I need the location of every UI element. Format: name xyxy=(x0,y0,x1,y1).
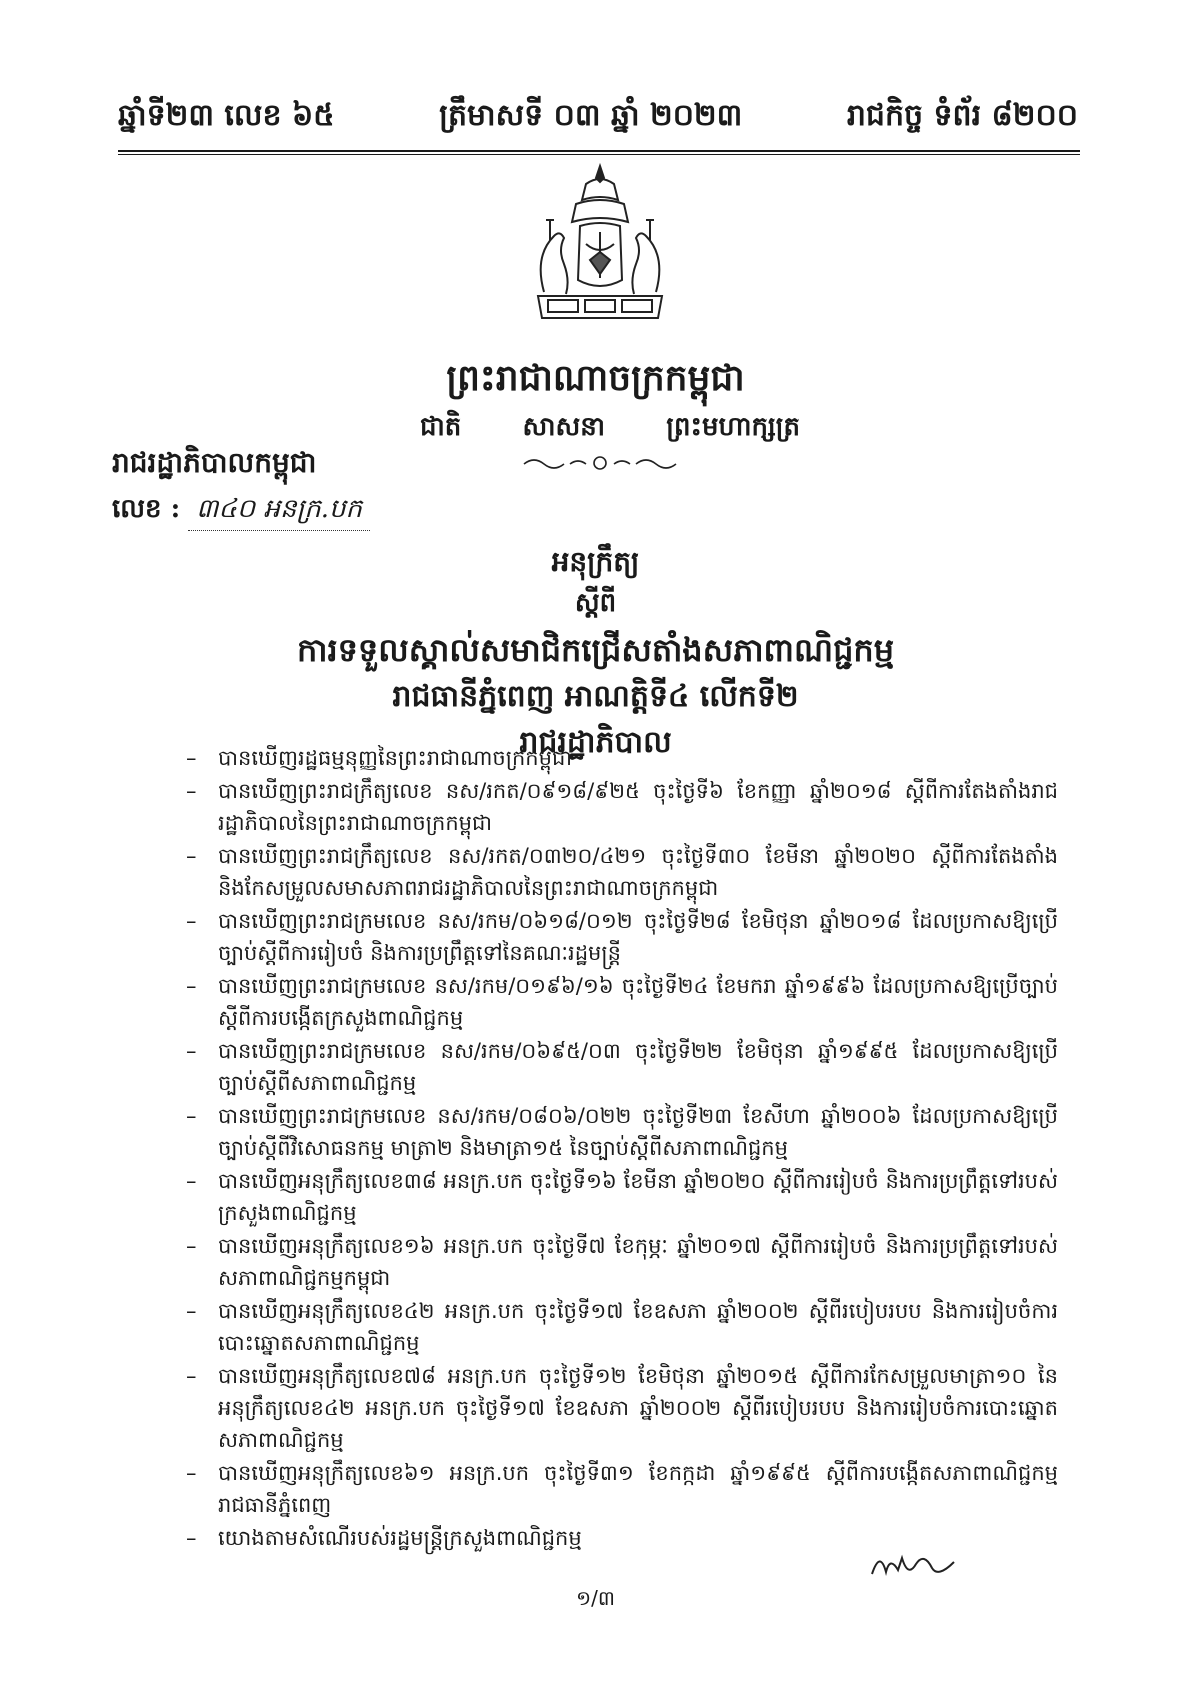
list-item xyxy=(186,970,1058,1034)
list-dash: – xyxy=(186,909,197,933)
handwritten-initials-icon xyxy=(868,1544,958,1584)
reference-text: បានឃើញព្រះរាជក្រមលេខ នស/រកម/០៨០៦/០២២ ចុះថ្ងៃទី២៣ ខែសីហា ឆ្នាំ២០០៦ ដែលប្រកាសឱ្យប្រើច្បាប់ស្ដីពីវិសោធនកម្ម មាត្រា២ និងមាត្រា១៥ នៃច្បាប់ស្ដីពីសភាពាណិជ្ជកម្ម xyxy=(218,1104,1058,1160)
gazette-date: ត្រឹមាសទី ០៣ ឆ្នាំ ២០២៣ xyxy=(439,98,743,133)
legal-references-list xyxy=(186,742,1058,1555)
reference-text: បានឃើញអនុក្រឹត្យលេខ៧៨ អនក្រ.បក ចុះថ្ងៃទី១២ ខែមិថុនា ឆ្នាំ២០១៥ ស្ដីពីការកែសម្រួលមាត្រា១០ នៃអនុក្រឹត្យលេខ៤២ អនក្រ.បក ចុះថ្ងៃទី១៧ ខែឧសភា ឆ្នាំ២០០២ ស្ដីពីរបៀបរបប និងការរៀបចំការបោះឆ្នោតសភាពាណិជ្ជកម្ម xyxy=(218,1364,1058,1452)
list-item xyxy=(186,775,1058,839)
list-dash: – xyxy=(186,779,197,803)
list-dash: – xyxy=(186,1526,197,1550)
reference-text: បានឃើញព្រះរាជក្រឹត្យលេខ នស/រកត/០៣២០/៤២១ ចុះថ្ងៃទី៣០ ខែមីនា ឆ្នាំ២០២០ ស្ដីពីការតែងតាំង និងកែសម្រួលសមាសភាពរាជរដ្ឋាភិបាលនៃព្រះរាជាណាចក្រកម្ពុជា xyxy=(218,844,1058,900)
list-item xyxy=(186,1165,1058,1229)
list-dash: – xyxy=(186,1364,197,1388)
list-dash: – xyxy=(186,1104,197,1128)
list-item xyxy=(186,1100,1058,1164)
list-dash: – xyxy=(186,1299,197,1323)
list-item xyxy=(186,1457,1058,1521)
header-rule xyxy=(118,150,1080,155)
reference-text: បានឃើញអនុក្រឹត្យលេខ១៦ អនក្រ.បក ចុះថ្ងៃទី៧ ខែកុម្ភៈ ឆ្នាំ២០១៧ ស្ដីពីការរៀបចំ និងការប្រព្រឹត្តទៅរបស់សភាពាណិជ្ជកម្មកម្ពុជា xyxy=(218,1234,1058,1290)
reference-label: លេខ : xyxy=(112,494,181,524)
list-item xyxy=(186,840,1058,904)
divider-ornament-icon xyxy=(520,452,680,474)
reference-number xyxy=(112,492,370,531)
list-item xyxy=(186,1230,1058,1294)
gazette-issue: ឆ្នាំទី២៣ លេខ ៦៥ xyxy=(118,98,335,133)
list-item xyxy=(186,905,1058,969)
motto-king: ព្រះមហាក្សត្រ xyxy=(666,412,800,442)
reference-text: បានឃើញអនុក្រឹត្យលេខ៤២ អនក្រ.បក ចុះថ្ងៃទី១៧ ខែឧសភា ឆ្នាំ២០០២ ស្ដីពីរបៀបរបប និងការរៀបចំការបោះឆ្នោតសភាពាណិជ្ជកម្ម xyxy=(218,1299,1058,1355)
reference-text: បានឃើញអនុក្រឹត្យលេខ៦១ អនក្រ.បក ចុះថ្ងៃទី៣១ ខែកក្កដា ឆ្នាំ១៩៩៥ ស្ដីពីការបង្កើតសភាពាណិជ្ជកម្មរាជធានីភ្នំពេញ xyxy=(218,1461,1058,1517)
list-item xyxy=(186,742,1058,774)
reference-text: យោងតាមសំណើរបស់រដ្ឋមន្ត្រីក្រសួងពាណិជ្ជកម្ម xyxy=(218,1526,582,1550)
reference-value: ៣៤០ អនក្រ.បក xyxy=(188,492,370,531)
reference-text: បានឃើញរដ្ឋធម្មនុញ្ញនៃព្រះរាជាណាចក្រកម្ពុជា xyxy=(218,746,572,770)
list-item xyxy=(186,1360,1058,1456)
gazette-page: រាជកិច្ច ទំព័រ ៨២០០ xyxy=(846,98,1078,133)
motto-nation: ជាតិ xyxy=(420,412,462,442)
list-dash: – xyxy=(186,1169,197,1193)
list-dash: – xyxy=(186,1234,197,1258)
list-item xyxy=(186,1295,1058,1359)
document-type: អនុក្រឹត្យ xyxy=(551,545,640,578)
reference-text: បានឃើញព្រះរាជក្រមលេខ នស/រកម/០៦១៨/០១២ ចុះថ្ងៃទី២៨ ខែមិថុនា ឆ្នាំ២០១៨ ដែលប្រកាសឱ្យប្រើច្បាប់ស្ដីពីការរៀបចំ និងការប្រព្រឹត្តទៅនៃគណៈរដ្ឋមន្ត្រី xyxy=(218,909,1058,965)
reference-text: បានឃើញព្រះរាជក្រមលេខ នស/រកម/០១៩៦/១៦ ចុះថ្ងៃទី២៤ ខែមករា ឆ្នាំ១៩៩៦ ដែលប្រកាសឱ្យប្រើច្បាប់ស្ដីពីការបង្កើតក្រសួងពាណិជ្ជកម្ម xyxy=(218,974,1058,1030)
national-motto xyxy=(420,410,800,448)
list-dash: – xyxy=(186,746,197,770)
list-dash: – xyxy=(186,1039,197,1063)
title-authority: រាជរដ្ឋាភិបាល xyxy=(519,725,672,760)
title-about: ស្ដីពី xyxy=(574,588,617,618)
page-number: ១/៣ xyxy=(576,1586,615,1610)
title-subject-line-2: រាជធានីភ្នំពេញ អាណត្តិទី៤ លើកទី២ xyxy=(392,679,799,714)
list-item xyxy=(186,1035,1058,1099)
reference-text: បានឃើញព្រះរាជក្រមលេខ នស/រកម/០៦៩៥/០៣ ចុះថ្ងៃទី២២ ខែមិថុនា ឆ្នាំ១៩៩៥ ដែលប្រកាសឱ្យប្រើច្បាប់ស្ដីពីសភាពាណិជ្ជកម្ម xyxy=(218,1039,1058,1095)
document-title xyxy=(0,545,1191,774)
gazette-header xyxy=(118,86,1078,140)
title-subject: ការទទួលស្គាល់សមាជិកជ្រើសតាំងសភាពាណិជ្ជកម្ម xyxy=(296,631,895,669)
reference-text: បានឃើញព្រះរាជក្រឹត្យលេខ នស/រកត/០៩១៨/៩២៥ ចុះថ្ងៃទី៦ ខែកញ្ញា ឆ្នាំ២០១៨ ស្ដីពីការតែងតាំងរាជរដ្ឋាភិបាលនៃព្រះរាជាណាចក្រកម្ពុជា xyxy=(218,779,1058,835)
motto-religion: សាសនា xyxy=(522,412,606,442)
reference-text: បានឃើញអនុក្រឹត្យលេខ៣៨ អនក្រ.បក ចុះថ្ងៃទី១៦ ខែមីនា ឆ្នាំ២០២០ ស្ដីពីការរៀបចំ និងការប្រព្រឹត្តទៅរបស់ក្រសួងពាណិជ្ជកម្ម xyxy=(218,1169,1058,1225)
list-dash: – xyxy=(186,844,197,868)
royal-emblem-icon xyxy=(520,160,680,340)
kingdom-title: ព្រះរាជាណាចក្រកម្ពុជា xyxy=(446,357,745,399)
issuing-authority: រាជរដ្ឋាភិបាលកម្ពុជា xyxy=(112,446,317,479)
list-dash: – xyxy=(186,974,197,998)
list-dash: – xyxy=(186,1461,197,1485)
